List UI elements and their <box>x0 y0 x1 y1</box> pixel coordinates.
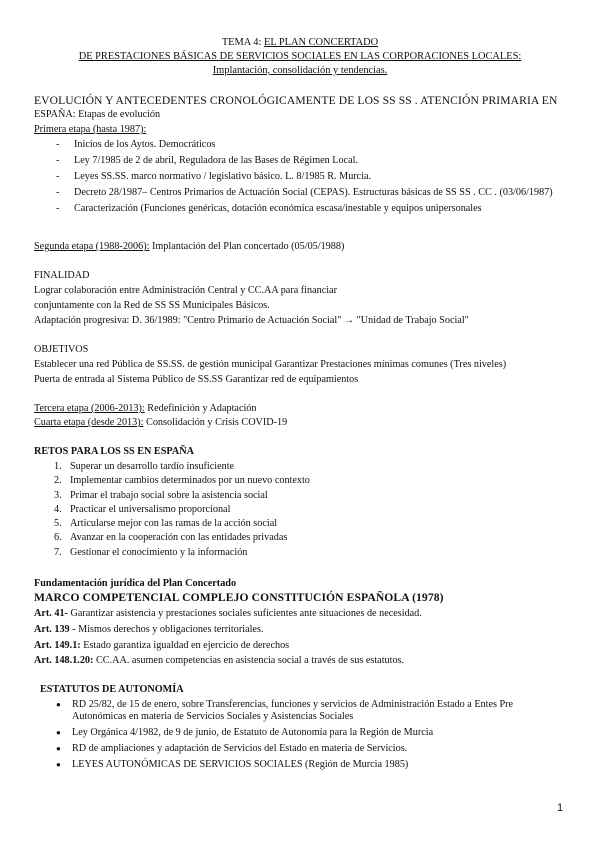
finalidad-line: Adaptación progresiva: D. 36/1989: "Centro Primario de Actuación Social" → "Unidad de Trabajo Social" <box>34 315 469 326</box>
list-item: 4. Practicar el universalismo proporcional <box>54 503 231 515</box>
retos-list <box>54 461 310 561</box>
list-item: 3. Primar el trabajo social sobre la asistencia social <box>54 489 268 501</box>
list-item: 1. Superar un desarrollo tardío insuficiente <box>54 461 235 472</box>
list-item: - Decreto 28/1987– Centros Primarios de Actuación Social (CEPAS). Estructuras básicas de SS SS . CC . (03/06/1987) <box>56 187 553 198</box>
articulo-line: Art. 41- Garantizar asistencia y prestaciones sociales suficientes ante situaciones de necesidad. <box>34 608 422 619</box>
segunda-etapa: Segunda etapa (1988-2006): Implantación del Plan concertado (05/05/1988) <box>34 241 345 252</box>
primera-etapa-heading: Primera etapa (hasta 1987): <box>34 124 147 135</box>
cuarta-etapa: Cuarta etapa (desde 2013): Consolidación y Crisis COVID-19 <box>34 417 288 428</box>
primera-etapa-list <box>56 139 556 219</box>
list-item: - Inicios de los Aytos. Democráticos <box>56 139 216 150</box>
document-subtitle-2: Implantación, consolidación y tendencias. <box>212 65 388 76</box>
finalidad-heading: FINALIDAD <box>34 270 90 281</box>
list-item: ● Ley Orgánica 4/1982, de 9 de junio, de Estatuto de Autonomía para la Región de Murcia <box>56 727 434 738</box>
list-item: - Leyes SS.SS. marco normativo / legislativo básico. L. 8/1985 R. Murcia. <box>56 171 372 182</box>
finalidad-line: Lograr colaboración entre Administración Central y CC.AA para financiar <box>34 285 337 296</box>
page-number: 1 <box>557 802 564 814</box>
objetivos-line: Puerta de entrada al Sistema Público de SS.SS Garantizar red de equipamientos <box>34 374 359 385</box>
list-item: 7. Gestionar el conocimiento y la información <box>54 546 248 558</box>
list-item: 6. Avanzar en la cooperación con las entidades privadas <box>54 532 288 544</box>
list-item: - Ley 7/1985 de 2 de abril, Reguladora de las Bases de Régimen Local. <box>56 155 359 166</box>
estatutos-list <box>54 699 554 775</box>
document-subtitle: DE PRESTACIONES BÁSICAS DE SERVICIOS SOCIALES EN LAS CORPORACIONES LOCALES: <box>78 51 522 62</box>
list-item: - Caracterización (Funciones genéricas, dotación económica escasa/inestable y equipos unipersonales <box>56 203 482 214</box>
retos-heading: RETOS PARA LOS SS EN ESPAÑA <box>34 446 194 457</box>
evolucion-heading-line2: ESPAÑA: Etapas de evolución <box>34 109 161 120</box>
marco-competencial-heading: MARCO COMPETENCIAL COMPLEJO CONSTITUCIÓN ESPAÑOLA (1978) <box>34 591 444 604</box>
title-main: EL PLAN CONCERTADO <box>263 37 379 48</box>
finalidad-line: conjuntamente con la Red de SS SS Municipales Básicos. <box>34 300 270 311</box>
title-prefix: TEMA 4: <box>221 37 264 48</box>
tercera-etapa: Tercera etapa (2006-2013): Redefinición y Adaptación <box>34 403 257 414</box>
list-item: 2. Implementar cambios determinados por un nuevo contexto <box>54 475 310 487</box>
articulo-line: Art. 139 - Mismos derechos y obligaciones territoriales. <box>34 624 264 635</box>
list-item: ● RD de ampliaciones y adaptación de Servicios del Estado en materia de Servicios. <box>56 743 408 754</box>
document-title <box>0 37 600 49</box>
list-item: ● RD 25/82, de 15 de enero, sobre Transferencias, funciones y servicios de Administración Estado a Entes Pre Autonómicas en materia de Servicios Sociales y Asistencias Sociales <box>56 699 514 722</box>
evolucion-heading-line1: EVOLUCIÓN Y ANTECEDENTES CRONOLÓGICAMENTE DE LOS SS SS . ATENCIÓN PRIMARIA EN <box>34 94 558 107</box>
estatutos-heading: ESTATUTOS DE AUTONOMÍA <box>40 684 184 695</box>
list-item: 5. Articularse mejor con las ramas de la acción social <box>54 518 278 530</box>
objetivos-line: Establecer una red Pública de SS.SS. de gestión municipal Garantizar Prestaciones mínimas comunes (Tres niveles) <box>34 359 507 370</box>
articulo-line: Art. 148.1.20: CC.AA. asumen competencias en asistencia social a través de sus estatutos. <box>34 655 405 666</box>
list-item: ● LEYES AUTONÓMICAS DE SERVICIOS SOCIALES (Región de Murcia 1985) <box>56 759 409 770</box>
fundamentacion-heading: Fundamentación jurídica del Plan Concertado <box>34 578 237 589</box>
articulo-line: Art. 149.1: Estado garantiza igualdad en ejercicio de derechos <box>34 640 290 651</box>
objetivos-heading: OBJETIVOS <box>34 344 89 355</box>
